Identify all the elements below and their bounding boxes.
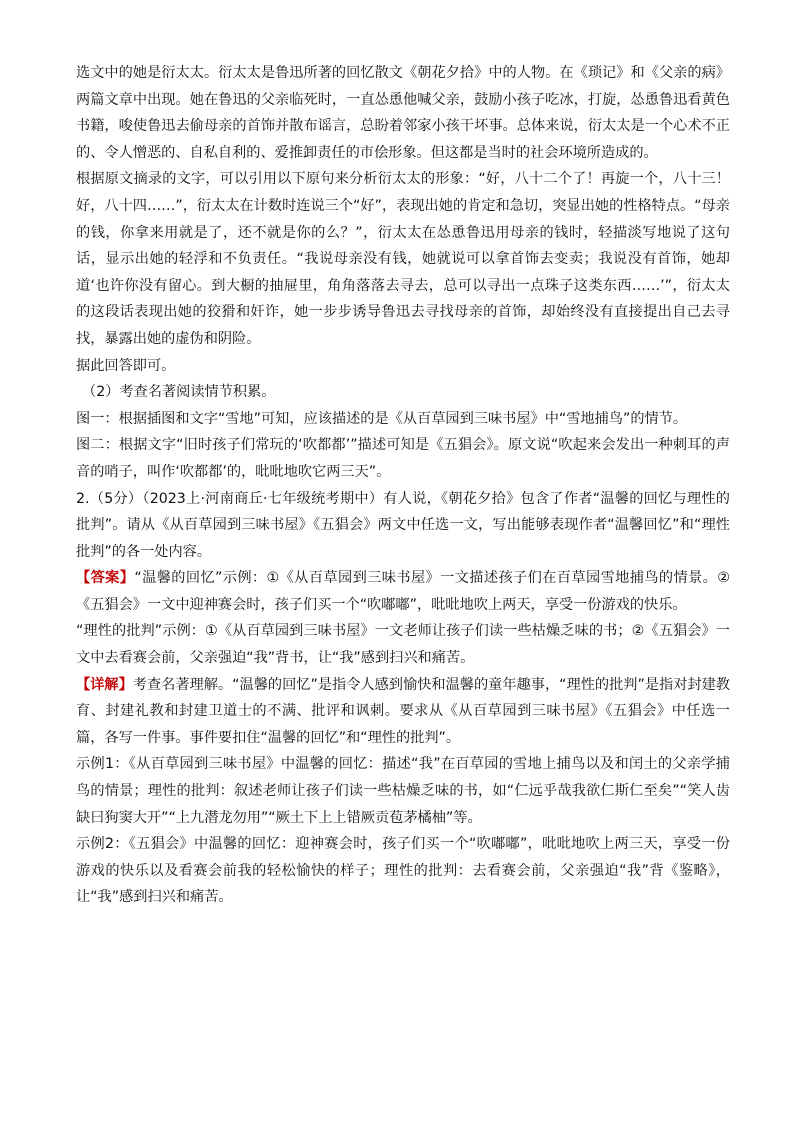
example-2: 示例2：《五猖会》中温馨的回忆：迎神赛会时，孩子们买一个“吹嘟嘟”，吡吡地吹上两三天，享受一份游戏的快乐以及看赛会前我的轻松愉快的样子；理性的批判：去看赛会前，父亲强迫“我”背《鉴略》，让“我”感到扫兴和痛苦。 (76, 836, 730, 906)
paragraph-conclusion: 据此回答即可。 (76, 357, 176, 374)
explanation-tag: 【详解】 (76, 676, 133, 693)
paragraph-analysis-intro: 选文中的她是衍太太。衍太太是鲁迅所著的回忆散文《朝花夕拾》中的人物。在《琐记》和《父亲的病》两篇文章中出现。她在鲁迅的父亲临死时，一直怂恿他喊父亲，鼓励小孩子吃冰，打旋，怂恿鲁迅看黄色书籍，唆使鲁迅去偷母亲的首饰并散布谣言，总盼着邻家小孩干坏事。总体来说，衍太太是一个心术不正的、令人憎恶的、自私自利的、爱推卸责任的市侩形象。但这都是当时的社会环境所造成的。 (76, 65, 730, 161)
paragraph-subquestion-2: （2）考查名著阅读情节积累。 (82, 384, 276, 401)
explanation-block (76, 672, 730, 752)
paragraph-quote-analysis: 根据原文摘录的文字，可以引用以下原句来分析衍太太的形象：“好，八十二个了！再旋一个，八十三！好，八十四……”，衍太太在计数时连说三个“好”，表现出她的肯定和急切，突显出她的性格特点。“母亲的钱，你拿来用就是了，还不就是你的么？”，衍太太在怂恿鲁迅用母亲的钱时，轻描淡写地说了这句话，显示出她的轻浮和不负责任。“我说母亲没有钱，她就说可以拿首饰去变卖；我说没有首饰，她却道‘也许你没有留心。到大橱的抽屉里，角角落落去寻去，总可以寻出一点珠子这类东西……’”，衍太太的这段话表现出她的狡猾和奸诈，她一步步诱导鲁迅去寻找母亲的首饰，却始终没有直接提出自己去寻找，暴露出她的虚伪和阴险。 (76, 171, 730, 347)
document-page (76, 60, 730, 911)
paragraph-figure-one: 图一：根据插图和文字“雪地”可知，应该描述的是《从百草园到三味书屋》中“雪地捕鸟”的情节。 (76, 410, 688, 427)
explanation-text: 考查名著理解。“温馨的回忆”是指令人感到愉快和温馨的童年趣事，“理性的批判”是指对封建教育、封建礼教和封建卫道士的不满、批评和讽刺。要求从《从百草园到三味书屋》《五猖会》中任选一篇，各写一件事。事件要扣住“温馨的回忆”和“理性的批判”。 (76, 676, 730, 746)
paragraph-figure-two: 图二：根据文字“旧时孩子们常玩的‘吹都都’”描述可知是《五猖会》。原文说“吹起来会发出一种刺耳的声音的哨子，叫作‘吹都都’的，吡吡地吹它两三天”。 (76, 437, 730, 480)
example-1: 示例1：《从百草园到三味书屋》中温馨的回忆：描述“我”在百草园的雪地上捕鸟以及和闰土的父亲学捕鸟的情景；理性的批判：叙述老师让孩子们读一些枯燥乏味的书，如“仁远乎哉我欲仁斯仁至矣”“笑人齿缺曰狗窦大开”“上九潜龙勿用”“厥土下上上错厥贡苞茅橘柚”等。 (76, 756, 730, 826)
answer-critique: “理性的批判”示例：①《从百草园到三味书屋》一文老师让孩子们读一些枯燥乏味的书；②《五猖会》一文中去看赛会前，父亲强迫“我”背书，让“我”感到扫兴和痛苦。 (76, 623, 730, 667)
question-2: 2.（5分）（2023上·河南商丘·七年级统考期中）有人说，《朝花夕拾》包含了作者“温馨的回忆与理性的批判”。请从《从百草园到三味书屋》《五猖会》两文中任选一文，写出能够表现作者“温馨回忆”和“理性批判”的各一处内容。 (76, 490, 730, 560)
answer-block (76, 565, 730, 618)
answer-tag: 【答案】 (76, 570, 135, 587)
answer-text: “温馨的回忆”示例：①《从百草园到三味书屋》一文描述孩子们在百草园雪地捕鸟的情景。②《五猖会》一文中迎神赛会时，孩子们买一个“吹嘟嘟”，吡吡地吹上两天，享受一份游戏的快乐。 (76, 570, 730, 613)
